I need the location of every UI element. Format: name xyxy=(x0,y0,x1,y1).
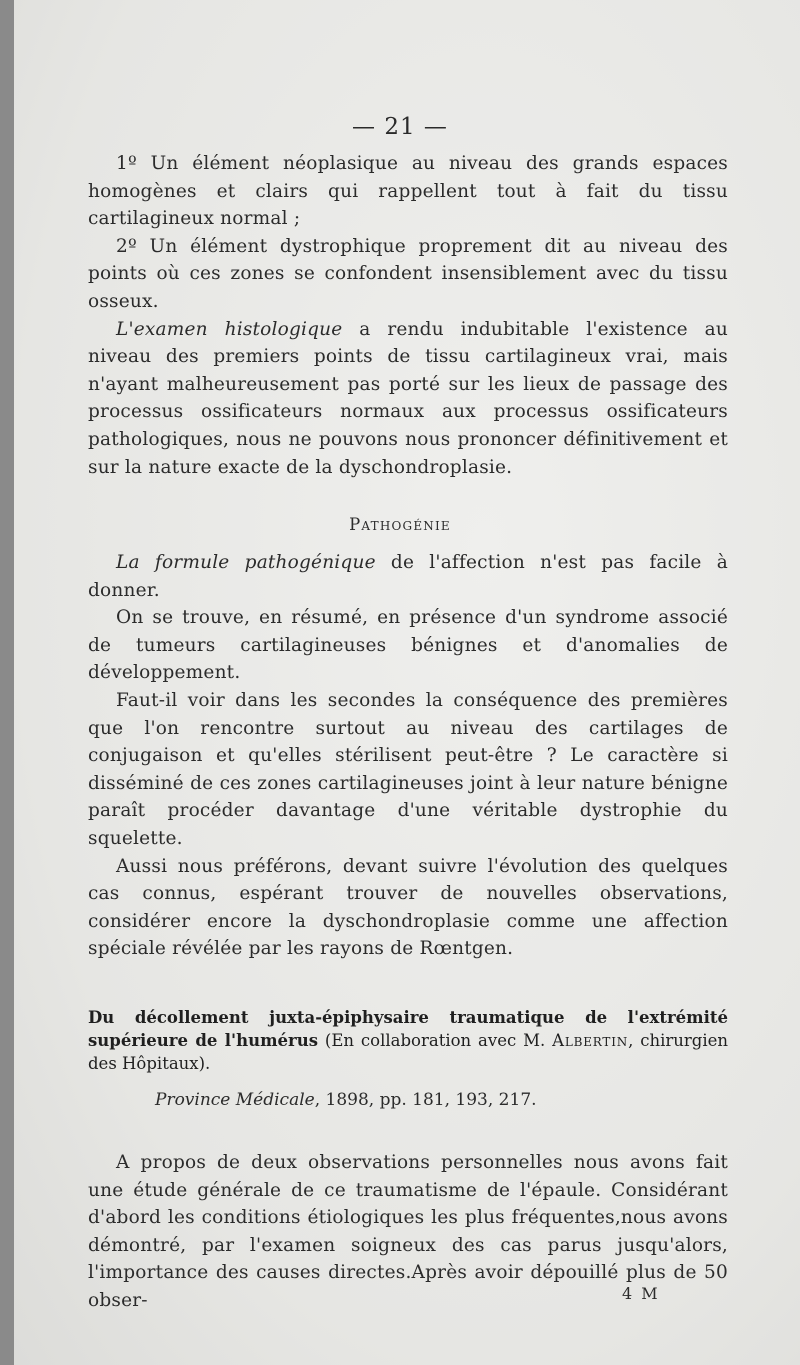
section-heading: Pathogénie xyxy=(349,515,451,534)
source-journal: Province Médicale xyxy=(155,1090,315,1110)
histology-rest: a rendu indubitable l'existence au niveau des premiers points de tissu cartilagineux vrai, mais n'ayant malheureusement pas porté sur les lieux de passage des processus ossificateurs normaux aux processus ossificateurs pathologiques, nous ne pouvons nous prononcer définitivement et sur la nature exacte de la dyschondroplasie. xyxy=(88,318,729,478)
list-item-1: 1º Un élément néoplasique au niveau des grands espaces homogènes et clairs qui rappellent tout à fait du tissu cartilagineux normal ; xyxy=(88,153,728,230)
list-item-2: 2º Un élément dystrophique proprement dit au niveau des points où ces zones se confondent insensiblement avec du tissu osseux. xyxy=(88,235,728,312)
signature-mark: 4 M xyxy=(622,1284,660,1303)
article-summary: A propos de deux observations personnelles nous avons fait une étude générale de ce traumatisme de l'épaule. Considérant d'abord les conditions étiologiques les plus fréquentes,nous avons démontré, par l'examen soigneux des cas parus jusqu'alors, l'importance des causes directes.Après avoir dépouillé plus de 50 obser- xyxy=(88,1152,728,1311)
pathogenie-paragraph-3: Faut-il voir dans les secondes la conséquence des premières que l'on rencontre surtout au niveau des cartilages de conjugaison et qu'elles stérilisent peut-être ? Le caractère si disséminé de ces zones cartilagineuses joint à leur nature bénigne paraît procéder davantage d'une véritable dystrophie du squelette. xyxy=(88,689,728,849)
article-title-paren-open: (En collaboration avec M. xyxy=(318,1031,553,1050)
page-number: — 21 — xyxy=(352,114,448,140)
pathogenie-paragraph-1 xyxy=(88,549,728,604)
pathogenie-paragraph-2: On se trouve, en résumé, en présence d'un syndrome associé de tumeurs cartilagineuses bénignes et d'anomalies de développement. xyxy=(88,607,728,684)
collaborator-name: Albertin xyxy=(552,1031,629,1050)
histology-lead: L'examen histologique xyxy=(116,318,343,340)
source-details: , 1898, pp. 181, 193, 217. xyxy=(314,1090,537,1110)
article-title-paren-close: , chirurgien des Hôpitaux). xyxy=(88,1031,728,1073)
article-source xyxy=(155,1090,537,1110)
article-title-bold: Du décollement juxta-épiphysaire traumatique de l'extrémité supérieure de l'humérus xyxy=(88,1008,728,1050)
article-title xyxy=(88,1006,728,1075)
pathogenie-lead: La formule pathogénique xyxy=(116,552,376,573)
list-block xyxy=(88,150,728,481)
pathogenie-block xyxy=(88,549,728,963)
histology-paragraph xyxy=(88,316,728,482)
pathogenie-p1-rest: de l'affection n'est pas facile à donner. xyxy=(88,552,728,601)
pathogenie-paragraph-4: Aussi nous préférons, devant suivre l'évolution des quelques cas connus, espérant trouver de nouvelles observations, considérer encore la dyschondroplasie comme une affection spéciale révélée par les rayons de Rœntgen. xyxy=(88,855,728,960)
